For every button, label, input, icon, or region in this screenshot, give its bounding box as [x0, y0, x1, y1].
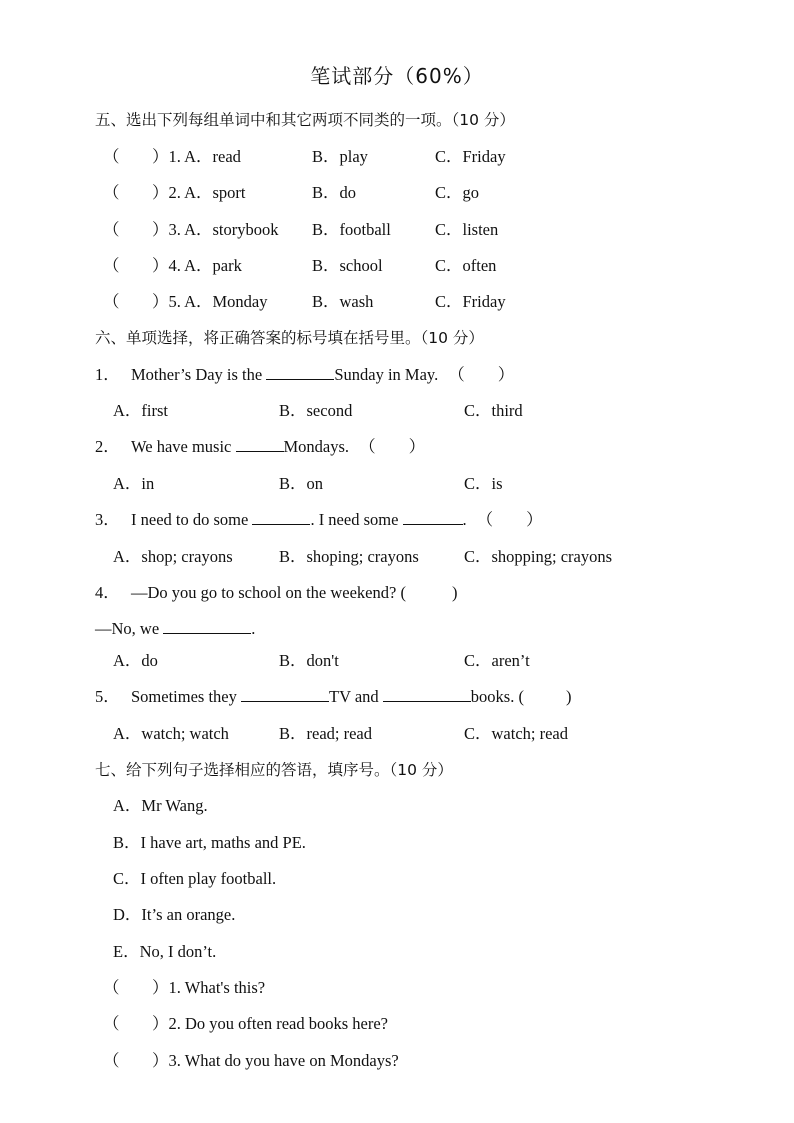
q1-blank[interactable] [266, 363, 334, 380]
q2-pre: We have music [131, 437, 236, 456]
q1-option-b: B．second [279, 401, 353, 420]
q4-option-c: C．aren’t [464, 651, 530, 670]
s5-item-3-c: C．listen [435, 220, 499, 239]
left-paren: （ [103, 220, 120, 239]
q5-post: books. ( [470, 687, 524, 706]
q4-option-a: A．do [113, 651, 158, 670]
q4-option-b: B．don't [279, 651, 339, 670]
q4-post: ) [451, 583, 458, 602]
s7-option-d: D．It’s an orange. [113, 905, 236, 924]
s5-item-4-b: B．school [312, 256, 383, 275]
left-paren: （ [103, 978, 120, 997]
q4-reply-post: . [251, 619, 256, 638]
q4-reply-pre: —No, we [95, 619, 164, 638]
q3-mid: . I need some [310, 510, 403, 529]
q2-post: Mondays. [283, 437, 350, 456]
q1-post: Sunday in May. [334, 365, 439, 384]
q3-option-c: C．shopping; crayons [464, 547, 613, 566]
section-5-heading: 五、选出下列每组单词中和其它两项不同类的一项。（10 分） [95, 111, 515, 129]
q2-option-a: A．in [113, 474, 155, 493]
q5-pre: Sometimes they [131, 687, 241, 706]
q4-number: 4． [95, 583, 120, 602]
s5-item-3-a: ）3. A．storybook [152, 220, 279, 239]
q2-number: 2． [95, 437, 120, 456]
s7-option-e: E．No, I don’t. [113, 942, 217, 961]
q5-end: ) [565, 687, 572, 706]
q3-text [131, 508, 543, 532]
left-paren: （ [103, 292, 120, 311]
section-6-heading: 六、单项选择，将正确答案的标号填在括号里。（10 分） [95, 329, 484, 347]
q1-option-c: C．third [464, 401, 523, 420]
left-paren: （ [103, 1051, 120, 1070]
s5-item-5-c: C．Friday [435, 292, 506, 311]
q2-option-b: B．on [279, 474, 324, 493]
s5-item-1-b: B．play [312, 147, 368, 166]
s7-option-c: C．I often play football. [113, 869, 277, 888]
q3-blank-1[interactable] [252, 508, 310, 525]
q5-mid: TV and [329, 687, 383, 706]
s5-item-1-c: C．Friday [435, 147, 506, 166]
section-7-heading: 七、给下列句子选择相应的答语，填序号。（10 分） [95, 761, 453, 779]
s5-item-2-c: C．go [435, 183, 480, 202]
q3-answer-paren[interactable]: （ ） [476, 510, 543, 529]
q4-text [131, 581, 457, 605]
q2-text [131, 435, 425, 459]
q5-option-b: B．read; read [279, 724, 372, 743]
left-paren: （ [103, 183, 120, 202]
s5-item-3-b: B．football [312, 220, 391, 239]
q5-option-a: A．watch; watch [113, 724, 229, 743]
q3-post: . [462, 510, 467, 529]
q1-number: 1． [95, 365, 120, 384]
s5-item-5-a: ）5. A．Monday [152, 292, 268, 311]
q3-pre: I need to do some [131, 510, 253, 529]
q2-blank[interactable] [236, 435, 284, 452]
q5-option-c: C．watch; read [464, 724, 569, 743]
page-title: 笔试部分（60%） [310, 64, 484, 88]
s5-item-2-b: B．do [312, 183, 357, 202]
q4-reply [95, 617, 255, 641]
s7-question-1-text: ）1. What's this? [152, 978, 266, 997]
s5-item-5-b: B．wash [312, 292, 374, 311]
s5-item-4-a: ）4. A．park [152, 256, 242, 275]
s5-item-4-c: C．often [435, 256, 497, 275]
left-paren: （ [103, 256, 120, 275]
q3-number: 3． [95, 510, 120, 529]
q1-text [131, 363, 514, 387]
q5-blank-1[interactable] [241, 685, 329, 702]
q2-answer-paren[interactable]: （ ） [359, 437, 426, 456]
q3-blank-2[interactable] [403, 508, 463, 525]
q1-answer-paren[interactable]: （ ） [448, 365, 515, 384]
q5-text [131, 685, 571, 709]
q3-option-a: A．shop; crayons [113, 547, 233, 566]
s5-item-2-a: ）2. A．sport [152, 183, 246, 202]
s7-question-3-text: ）3. What do you have on Mondays? [152, 1051, 399, 1070]
q3-option-b: B．shoping; crayons [279, 547, 419, 566]
q4-blank[interactable] [163, 617, 251, 634]
s7-option-b: B．I have art, maths and PE. [113, 833, 306, 852]
q5-number: 5． [95, 687, 120, 706]
q1-pre: Mother’s Day is the [131, 365, 267, 384]
left-paren: （ [103, 147, 120, 166]
s7-option-a: A．Mr Wang. [113, 796, 208, 815]
q2-option-c: C．is [464, 474, 503, 493]
s5-item-1-a: ）1. A．read [152, 147, 241, 166]
q4-pre: —Do you go to school on the weekend? ( [131, 583, 406, 602]
q1-option-a: A．first [113, 401, 168, 420]
s7-question-2-text: ）2. Do you often read books here? [152, 1014, 388, 1033]
q5-blank-2[interactable] [383, 685, 471, 702]
left-paren: （ [103, 1014, 120, 1033]
